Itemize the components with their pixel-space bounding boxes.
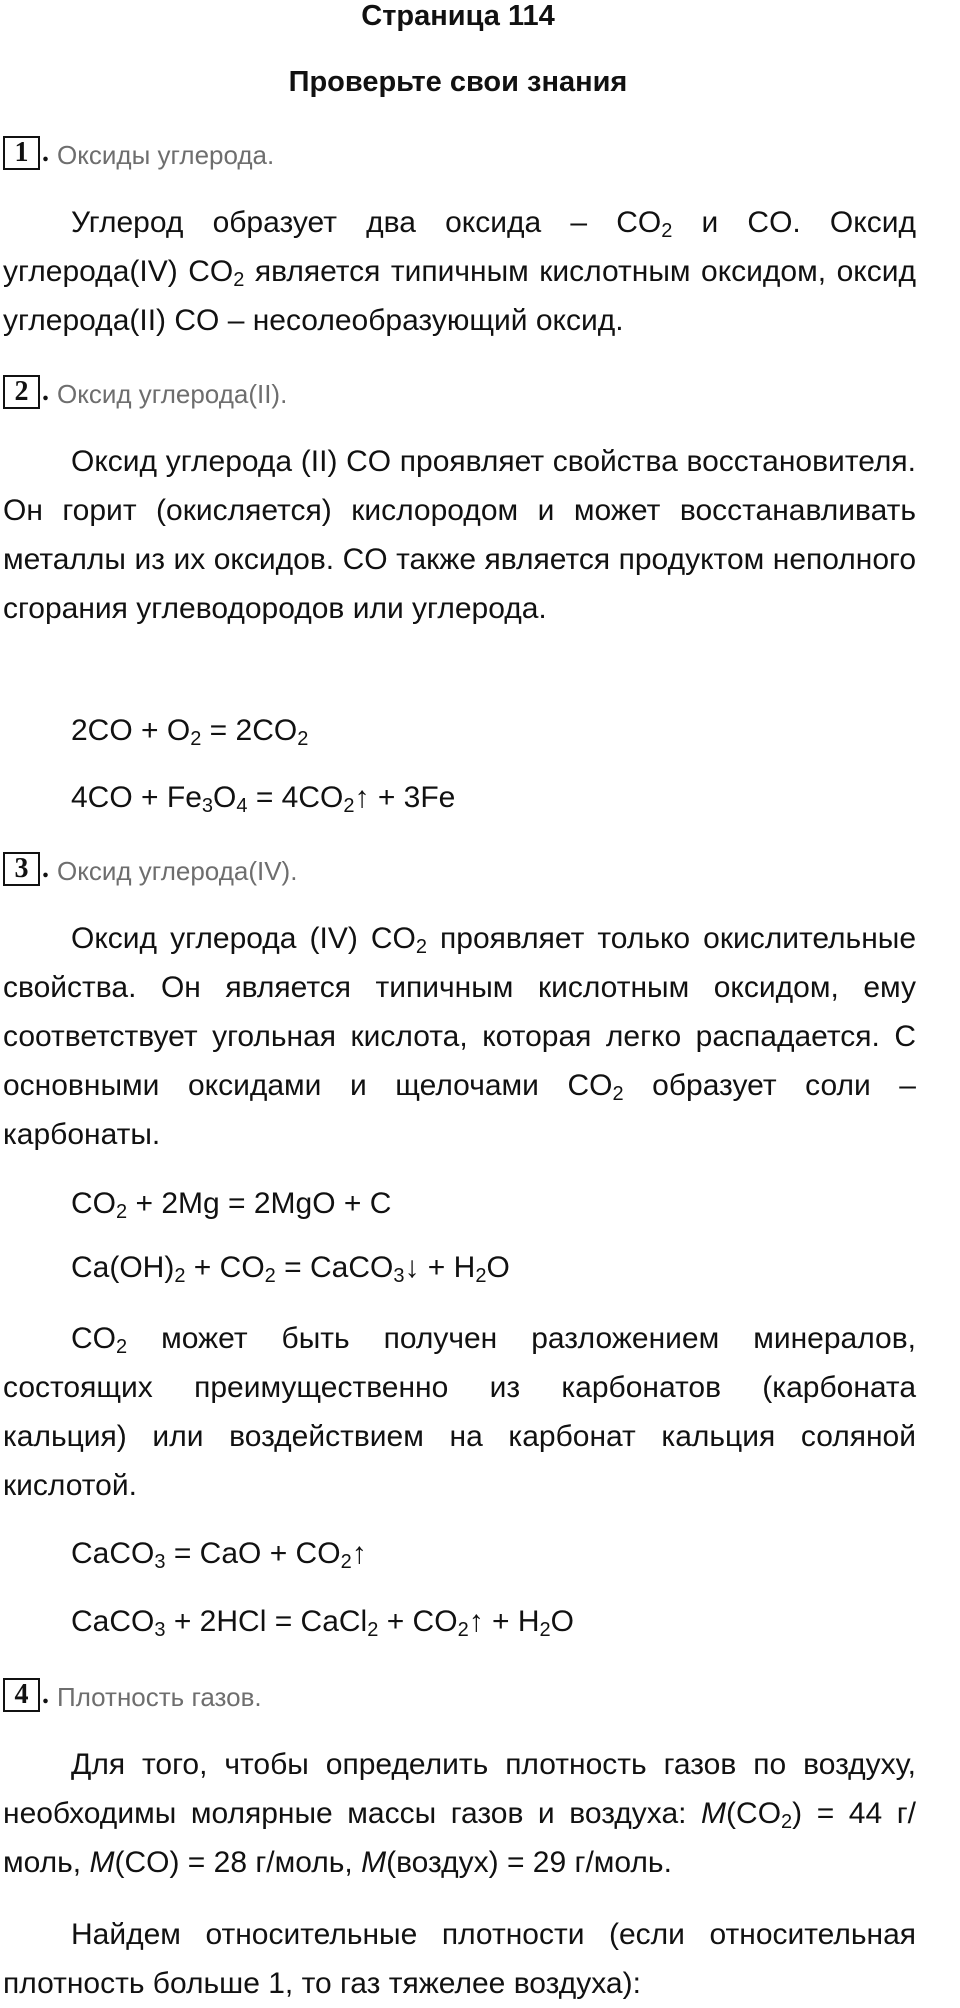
task-number-box: 4 xyxy=(3,1678,40,1712)
task-number-dot: . xyxy=(42,1679,49,1710)
paragraph: Найдем относительные плотности (если относительная плотность больше 1, то газ тяжелее воздуха): xyxy=(3,1918,916,2000)
page-title: Страница 114 xyxy=(361,0,555,32)
paragraph: Оксид углерода (IV) $CO_2$ проявляет только окислительные свойства. Он является типичным кислотным оксидом, ему соответствует угольная кислота, которая легко распадается. С основными оксидами и щелочами $CO_2$ образует соли – карбонаты. xyxy=(3,922,917,1151)
task-number-box: 3 xyxy=(3,852,40,886)
task-title: Оксид углерода(II). xyxy=(57,379,288,409)
task-title: Оксид углерода(IV). xyxy=(57,856,298,886)
paragraph: Оксид углерода (II) CO проявляет свойства восстановителя. Он горит (окисляется) кислородом и может восстанавливать металлы из их оксидов. CO также является продуктом неполного сгорания углеводородов или углерода. xyxy=(3,445,916,625)
equation: $4CO + Fe_3O_4$ = $4CO_2↑ + 3Fe$ xyxy=(71,781,456,817)
task-number-box: 2 xyxy=(3,375,40,409)
equation: CaCO$_3$ + 2HCl = CaCl$_2$ + $CO_2↑ + H_2O$ xyxy=(71,1605,575,1641)
equation: CaCO$_3$ = CaO + $CO_2↑$ xyxy=(71,1537,367,1573)
task-number-dot: . xyxy=(42,376,49,407)
task-number-dot: . xyxy=(42,853,49,884)
task-title: Плотность газов. xyxy=(57,1682,262,1712)
section-title: Проверьте свои знания xyxy=(288,66,628,98)
paragraph: Для того, чтобы определить плотность газов по воздуху, необходимы молярные массы газов и воздуха: $M(CO_2) = 44$ г/моль, M(CO) = 28 г/моль, M(воздух) = 29 г/моль. xyxy=(3,1748,916,1879)
equation: $CO_2 + 2Mg = 2MgO + C$ xyxy=(71,1187,392,1223)
paragraph: Углерод образует два оксида – $CO_2$ и CO. Оксид углерода(IV) $CO_2$ является типичным кислотным оксидом, оксид углерода(II) CO – несолеобразующий оксид. xyxy=(3,206,916,337)
paragraph: $CO_2$ может быть получен разложением минералов, состоящих преимущественно из карбонатов (карбоната кальция) или воздействием на карбонат кальция соляной кислотой. xyxy=(3,1322,916,1502)
task-title: Оксиды углерода. xyxy=(57,140,275,170)
task-number-box: 1 xyxy=(3,136,40,170)
task-number-dot: . xyxy=(42,137,49,168)
equation: $2CO + O_2 = 2CO_2$ xyxy=(71,714,309,750)
equation: $Ca(OH)_2 + CO_2$ = CaCO$_3$↓ + $H_2O$ xyxy=(71,1251,510,1287)
